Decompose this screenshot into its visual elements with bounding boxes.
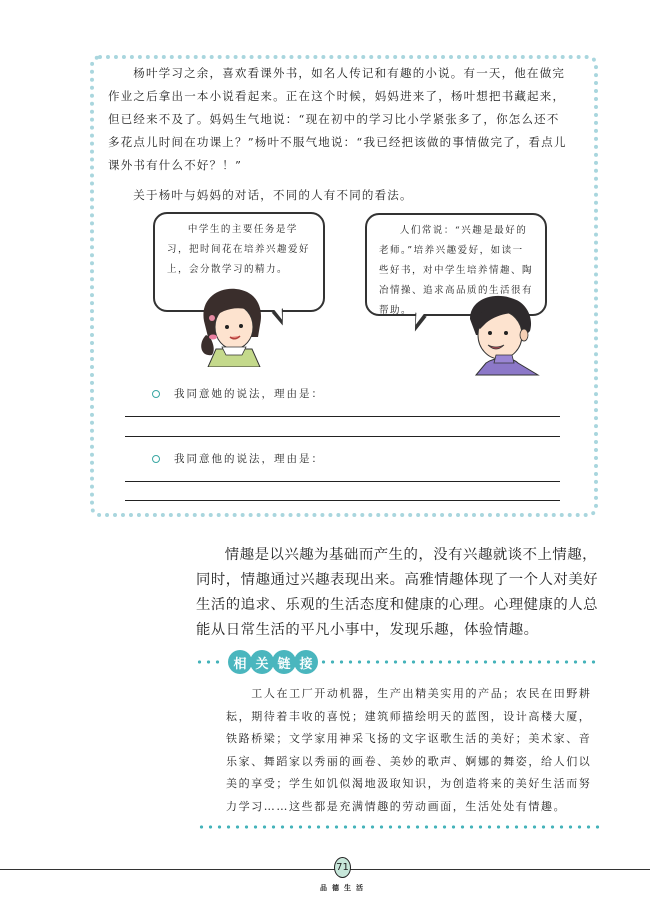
boy-illustration: [464, 293, 552, 377]
dotted-rule-icon: [319, 660, 600, 664]
related-link-header: [195, 649, 600, 675]
book-title: 品德生活: [320, 884, 368, 892]
answer-line-3[interactable]: [125, 481, 560, 482]
intro-text: 关于杨叶与妈妈的对话，不同的人有不同的看法。: [133, 188, 413, 202]
prompt-label: 我同意他的说法，理由是：: [174, 453, 324, 465]
girl-illustration: [198, 285, 268, 367]
related-link-title: [228, 650, 316, 674]
agree-with-her-prompt: [152, 386, 324, 401]
boy-speech-text: 人们常说：“兴趣是最好的老师。”培养兴趣爱好，如读一些好书，对中学生培养情趣、陶冶情操、追求高品质的生活很有帮助。: [379, 225, 534, 316]
dotted-rule-icon: [195, 660, 225, 664]
dotted-rule-icon: [197, 825, 600, 829]
answer-line-2[interactable]: [125, 436, 560, 437]
agree-with-him-prompt: [152, 451, 324, 466]
story-text: [108, 62, 568, 177]
answer-line-1[interactable]: [125, 416, 560, 417]
main-paragraph-text: 情趣是以兴趣为基础而产生的，没有兴趣就谈不上情趣，同时，情趣通过兴趣表现出来。高雅情趣体现了一个人对美好生活的追求、乐观的生活态度和健康的心理。心理健康的人总能从日常生活的平凡小事中，发现乐趣，体验情趣。: [196, 547, 599, 638]
related-link-body: [226, 683, 601, 818]
title-badge: 接: [294, 650, 318, 674]
circle-bullet-icon: [152, 390, 160, 398]
footer-rule: [0, 869, 650, 870]
girl-speech-text: 中学生的主要任务是学习，把时间花在培养兴趣爱好上，会分散学习的精力。: [167, 224, 311, 275]
title-badge: 链: [272, 650, 296, 674]
prompt-label: 我同意她的说法，理由是：: [174, 388, 324, 400]
title-badge: 相: [228, 650, 252, 674]
answer-line-4[interactable]: [125, 500, 560, 501]
page-number-badge: 71: [334, 857, 351, 878]
title-badge: 关: [250, 650, 274, 674]
story-paragraph: 杨叶学习之余，喜欢看课外书，如名人传记和有趣的小说。有一天，他在做完作业之后拿出一本小说看起来。正在这个时候，妈妈进来了，杨叶想把书藏起来，但已经来不及了。妈妈生气地说：“现在初中的学习比小学紧张多了，你怎么还不多花点儿时间在功课上？”杨叶不服气地说：“我已经把该做的事情做完了，看点儿课外书有什么不好？！”: [108, 66, 567, 172]
main-paragraph: [196, 543, 601, 643]
circle-bullet-icon: [152, 455, 160, 463]
related-link-text: 工人在工厂开动机器，生产出精美实用的产品；农民在田野耕耘，期待着丰收的喜悦；建筑师描绘明天的蓝图，设计高楼大厦，铁路桥梁；文学家用神采飞扬的文字讴歌生活的美好；美术家、音乐家、舞蹈家以秀丽的画卷、美妙的歌声、婀娜的舞姿，给人们以美的享受；学生如饥似渴地汲取知识，为创造将来的美好生活而努力学习……这些都是充满情趣的劳动画面，生活处处有情趣。: [226, 687, 592, 813]
